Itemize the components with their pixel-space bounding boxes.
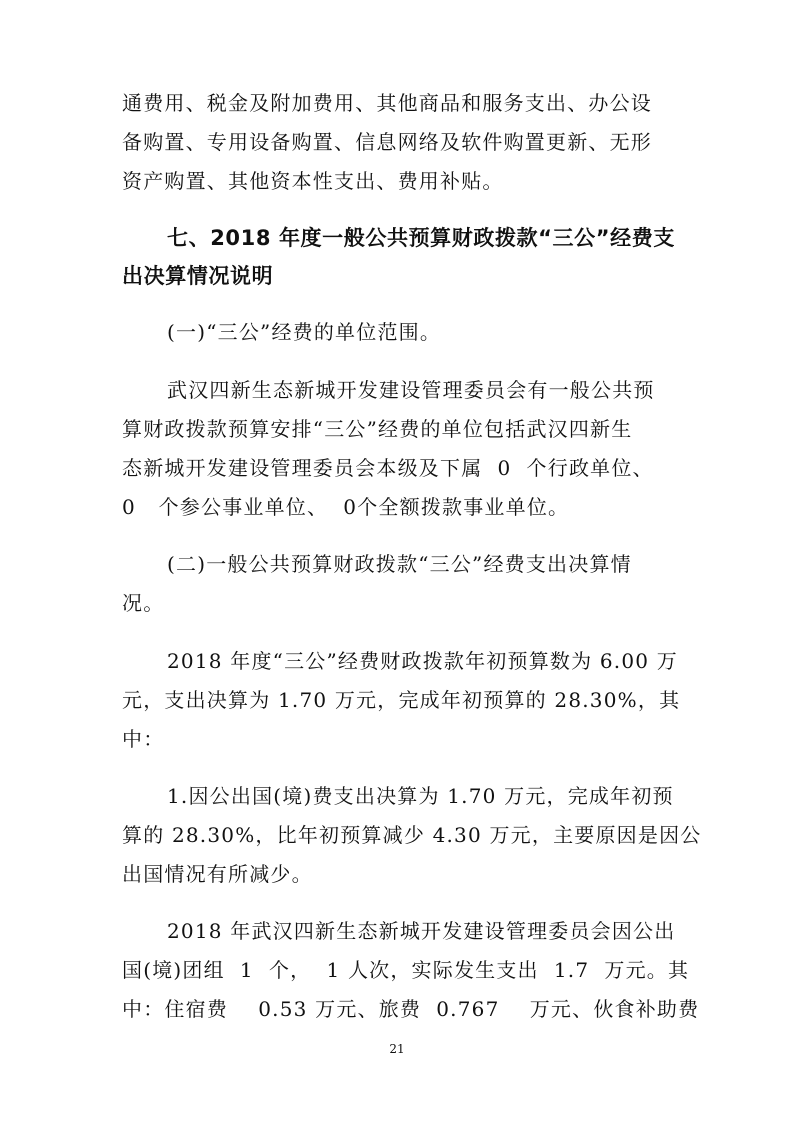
intro-line: 资产购置、其他资本性支出、费用补贴。 <box>122 169 504 193</box>
paragraph-line: 2018 年度“三公”经费财政拨款年初预算数为 6.00 万 <box>167 649 678 673</box>
section-heading: 七、2018 年度一般公共预算财政拨款“三公”经费支 <box>167 226 675 250</box>
subsection-title: (一)“三公”经费的单位范围。 <box>167 320 442 344</box>
paragraph-line: 中：住宿费 0.53 万元、旅费 0.767 万元、伙食补助费 <box>122 997 700 1021</box>
subsection-title: (二)一般公共预算财政拨款“三公”经费支出决算情 <box>167 552 632 576</box>
intro-line: 通费用、税金及附加费用、其他商品和服务支出、办公设 <box>122 91 652 115</box>
subsection-title: 况。 <box>122 591 165 615</box>
intro-line: 备购置、专用设备购置、信息网络及软件购置更新、无形 <box>122 130 652 154</box>
paragraph-line: 中： <box>122 727 165 751</box>
page-number: 21 <box>389 1042 405 1056</box>
paragraph-line: 算的 28.30%，比年初预算减少 4.30 万元，主要原因是因公 <box>122 823 702 847</box>
paragraph-line: 算财政拨款预算安排“三公”经费的单位包括武汉四新生 <box>122 417 633 441</box>
section-heading: 出决算情况说明 <box>122 264 274 288</box>
paragraph-line: 0 个参公事业单位、 0个全额拨款事业单位。 <box>122 495 570 519</box>
paragraph-line: 武汉四新生态新城开发建设管理委员会有一般公共预 <box>167 378 655 402</box>
paragraph-line: 出国情况有所减少。 <box>122 862 313 886</box>
paragraph-line: 1.因公出国(境)费支出决算为 1.70 万元，完成年初预 <box>167 784 674 808</box>
paragraph-line: 2018 年武汉四新生态新城开发建设管理委员会因公出 <box>167 919 676 943</box>
paragraph-line: 国(境)团组 1 个， 1 人次，实际发生支出 1.7 万元。其 <box>122 958 690 982</box>
paragraph-line: 元，支出决算为 1.70 万元，完成年初预算的 28.30%，其 <box>122 688 681 712</box>
paragraph-line: 态新城开发建设管理委员会本级及下属 0 个行政单位、 <box>122 456 654 480</box>
